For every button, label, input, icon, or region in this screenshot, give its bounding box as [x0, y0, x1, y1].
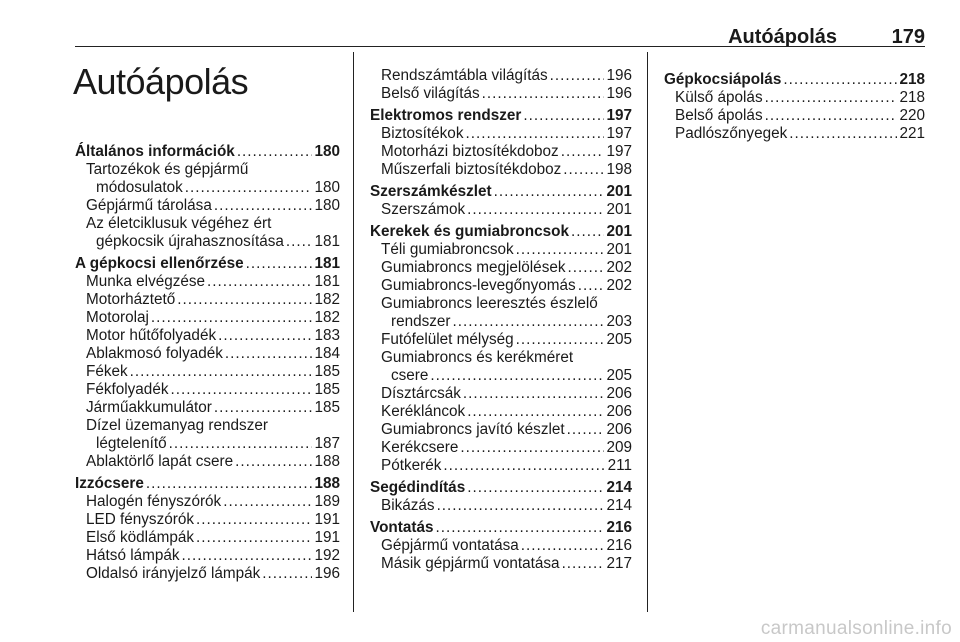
toc-entry-engine-fuse-box[interactable]: Motorházi biztosítékdoboz ..... 197 [381, 143, 632, 161]
toc-entry-licence-plate-light[interactable]: Rendszámtábla világítás ..... 196 [381, 67, 632, 85]
toc-section-vehicle-tools[interactable]: Szerszámkészlet ..... 201 [370, 183, 632, 201]
toc-entry-washer-fluid[interactable]: Ablakmosó folyadék ..... 184 [86, 345, 340, 363]
toc-section-vehicle-checks[interactable]: A gépkocsi ellenőrzése ..... 181 [75, 255, 340, 273]
toc-entry-vehicle-battery[interactable]: Járműakkumulátor ..... 185 [86, 399, 340, 417]
watermark-logo: carmanualsonline.info [760, 618, 952, 639]
toc-entry-interior-lights[interactable]: Belső világítás ..... 196 [381, 85, 632, 103]
toc-entry-tyre-designations[interactable]: Gumiabroncs megjelölések ..... 202 [381, 259, 632, 277]
toc-entry-tools[interactable]: Szerszámok ..... 201 [381, 201, 632, 219]
toc-entry-winter-tyres[interactable]: Téli gumiabroncsok ..... 201 [381, 241, 632, 259]
toc-section-general-info[interactable]: Általános információk ..... 180 [75, 143, 340, 161]
toc-entry-tyre-pressure[interactable]: Gumiabroncs-levegőnyomás ..... 202 [381, 277, 632, 295]
header-page-number: 179 [891, 26, 925, 48]
toc-entry-towing-another-vehicle[interactable]: Másik gépjármű vontatása ..... 217 [381, 555, 632, 573]
column-divider-1 [353, 52, 354, 612]
toc-entry-front-fog-lights[interactable]: Első ködlámpák ..... 191 [86, 529, 340, 547]
toc-section-wheels-tyres[interactable]: Kerekek és gumiabroncsok ..... 201 [370, 223, 632, 241]
toc-section-electrical-system[interactable]: Elektromos rendszer ..... 197 [370, 107, 632, 125]
header-rule [75, 46, 925, 47]
toc-entry-exterior-care[interactable]: Külső ápolás ..... 218 [675, 89, 925, 107]
toc-entry-jump-start[interactable]: Bikázás ..... 214 [381, 497, 632, 515]
toc-entry-diesel-bleeding[interactable]: légtelenítő ..... 187 [96, 435, 340, 453]
toc-entry-deflation-detection[interactable]: rendszer ..... 203 [391, 313, 632, 331]
toc-entry-halogen-headlights[interactable]: Halogén fényszórók ..... 189 [86, 493, 340, 511]
toc-entry-interior-care[interactable]: Belső ápolás ..... 220 [675, 107, 925, 125]
toc-entry-end-of-life[interactable]: gépkocsik újrahasznosítása ..... 181 [96, 233, 340, 251]
column-divider-2 [647, 52, 648, 612]
toc-entry-led-headlights[interactable]: LED fényszórók ..... 191 [86, 511, 340, 529]
toc-entry-instrument-fuse-box[interactable]: Műszerfali biztosítékdoboz ..... 198 [381, 161, 632, 179]
toc-entry-bonnet[interactable]: Motorháztető ..... 182 [86, 291, 340, 309]
toc-entry-tyre-repair-kit[interactable]: Gumiabroncs javító készlet ..... 206 [381, 421, 632, 439]
toc-section-jump-starting[interactable]: Segédindítás ..... 214 [370, 479, 632, 497]
toc-entry-tyre-chains[interactable]: Kerékláncok ..... 206 [381, 403, 632, 421]
toc-entry-side-turn-signals[interactable]: Oldalsó irányjelző lámpák ..... 196 [86, 565, 340, 583]
toc-entry-vehicle-storage[interactable]: Gépjármű tárolása ..... 180 [86, 197, 340, 215]
toc-section-vehicle-care[interactable]: Gépkocsiápolás ..... 218 [664, 71, 925, 89]
page-title: Autóápolás [73, 61, 249, 102]
toc-entry-brake-fluid[interactable]: Fékfolyadék ..... 185 [86, 381, 340, 399]
toc-entry-diesel-bleeding-line1[interactable]: Dízel üzemanyag rendszer [86, 417, 268, 434]
toc-entry-end-of-life-line1[interactable]: Az életciklusuk végéhez ért [86, 215, 272, 232]
running-header [75, 26, 925, 48]
toc-entry-tread-depth[interactable]: Futófelület mélység ..... 205 [381, 331, 632, 349]
toc-section-towing[interactable]: Vontatás ..... 216 [370, 519, 632, 537]
toc-entry-engine-coolant[interactable]: Motor hűtőfolyadék ..... 183 [86, 327, 340, 345]
toc-entry-performing-work[interactable]: Munka elvégzése ..... 181 [86, 273, 340, 291]
toc-entry-tyre-size-change[interactable]: csere ..... 205 [391, 367, 632, 385]
toc-entry-wiper-blade[interactable]: Ablaktörlő lapát csere ..... 188 [86, 453, 340, 471]
toc-entry-fuses[interactable]: Biztosítékok ..... 197 [381, 125, 632, 143]
toc-entry-engine-oil[interactable]: Motorolaj ..... 182 [86, 309, 340, 327]
toc-entry-tail-lights[interactable]: Hátsó lámpák ..... 192 [86, 547, 340, 565]
toc-section-bulb-replacement[interactable]: Izzócsere ..... 188 [75, 475, 340, 493]
toc-entry-deflation-detection-line1[interactable]: Gumiabroncs leeresztés észlelő [381, 295, 598, 312]
toc-entry-wheel-covers[interactable]: Dísztárcsák ..... 206 [381, 385, 632, 403]
toc-entry-floor-mats[interactable]: Padlószőnyegek ..... 221 [675, 125, 925, 143]
header-section-title: Autóápolás [728, 26, 837, 48]
toc-entry-tyre-size-change-line1[interactable]: Gumiabroncs és kerékméret [381, 349, 574, 366]
toc-entry-brakes[interactable]: Fékek ..... 185 [86, 363, 340, 381]
toc-entry-wheel-changing[interactable]: Kerékcsere ..... 209 [381, 439, 632, 457]
toc-entry-accessories[interactable]: módosulatok ..... 180 [96, 179, 340, 197]
toc-entry-towing-vehicle[interactable]: Gépjármű vontatása ..... 216 [381, 537, 632, 555]
toc-entry-spare-wheel[interactable]: Pótkerék ..... 211 [381, 457, 632, 475]
toc-entry-accessories-line1[interactable]: Tartozékok és gépjármű [86, 161, 249, 178]
